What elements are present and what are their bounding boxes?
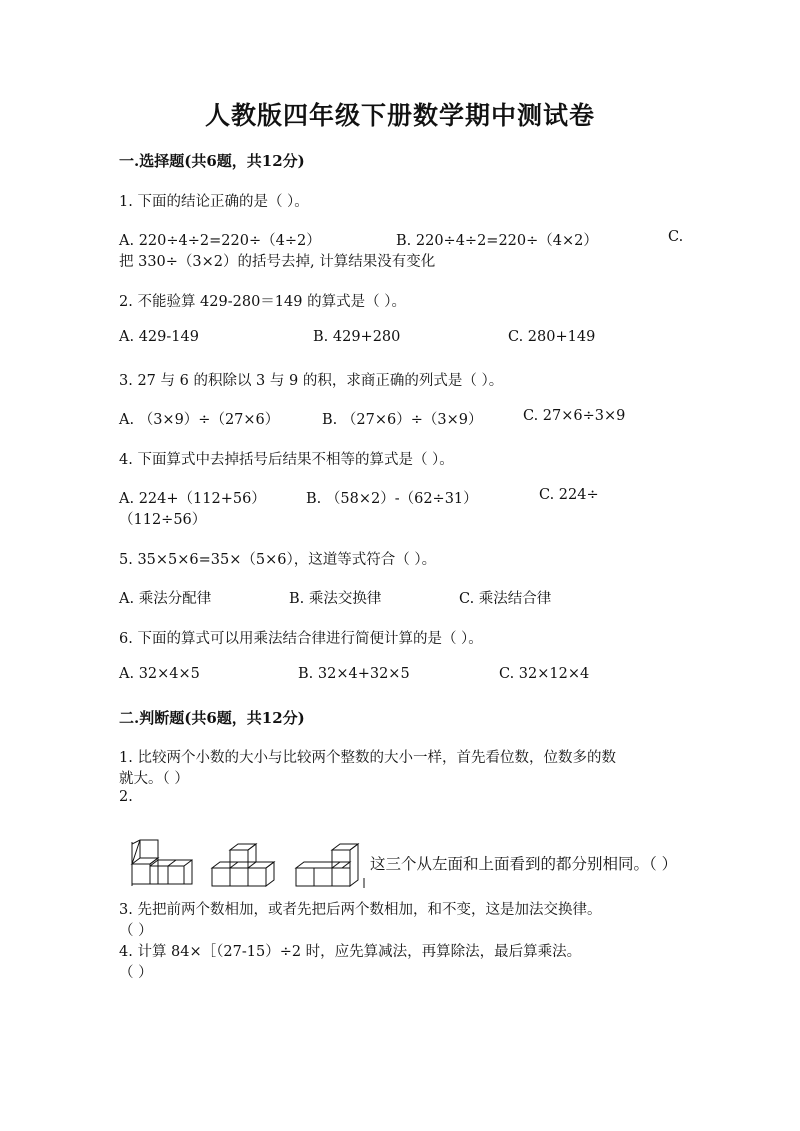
question-1-option-c: C.: [668, 229, 684, 245]
question-2-option-b: B. 429+280: [313, 329, 401, 345]
question-1-stem: 1. 下面的结论正确的是（ ）。: [119, 194, 309, 210]
cube-views-figure: [128, 838, 368, 890]
question-5-option-c: C. 乘法结合律: [459, 591, 552, 607]
cube-figure-2: [212, 844, 274, 886]
question-3-option-b: B. （27×6）÷（3×9）: [322, 412, 483, 428]
question-2-option-c: C. 280+149: [508, 329, 596, 345]
question-1-option-b: B. 220÷4÷2=220÷（4×2）: [396, 233, 598, 249]
question-6-option-b: B. 32×4+32×5: [298, 666, 410, 682]
question-5-option-b: B. 乘法交换律: [289, 591, 382, 607]
judge-1-line2: 就大。（ ）: [119, 771, 189, 787]
judge-3-line1: 3. 先把前两个数相加，或者先把后两个数相加，和不变，这是加法交换律。: [119, 902, 602, 918]
question-5-option-a: A. 乘法分配律: [119, 591, 212, 607]
question-2-option-a: A. 429-149: [119, 329, 199, 345]
question-2-stem: 2. 不能验算 429-280＝149 的算式是（ ）。: [119, 294, 406, 310]
judge-2-text: 这三个从左面和上面看到的都分别相同。（ ）: [370, 855, 678, 873]
judge-4-line2: （ ）: [119, 965, 153, 981]
page-title: 人教版四年级下册数学期中测试卷: [204, 101, 595, 130]
question-4-option-c: C. 224÷: [539, 487, 599, 503]
question-3-option-c: C. 27×6÷3×9: [523, 408, 626, 424]
question-6-stem: 6. 下面的算式可以用乘法结合律进行简便计算的是（ ）。: [119, 631, 483, 647]
judge-4-line1: 4. 计算 84×［（27-15）÷2 时，应先算减法，再算除法，最后算乘法。: [119, 944, 582, 960]
question-4-option-b: B. （58×2）-（62÷31）: [306, 491, 478, 507]
question-4-option-c-text: （112÷56）: [119, 512, 207, 528]
section-heading-judge: 二.判断题(共6题，共12分): [119, 709, 305, 727]
judge-2-number: 2.: [119, 789, 133, 805]
question-3-stem: 3. 27 与 6 的积除以 3 与 9 的积，求商正确的列式是（ ）。: [119, 373, 504, 389]
question-5-stem: 5. 35×5×6=35×（5×6），这道等式符合（ ）。: [119, 552, 437, 568]
judge-3-line2: （ ）: [119, 923, 153, 939]
question-6-option-a: A. 32×4×5: [119, 666, 200, 682]
question-6-option-c: C. 32×12×4: [499, 666, 590, 682]
question-1-option-a: A. 220÷4÷2=220÷（4÷2）: [119, 233, 321, 249]
question-4-stem: 4. 下面算式中去掉括号后结果不相等的算式是（ ）。: [119, 452, 454, 468]
question-3-option-a: A. （3×9）÷（27×6）: [119, 412, 280, 428]
judge-1-line1: 1. 比较两个小数的大小与比较两个整数的大小一样，首先看位数，位数多的数: [119, 750, 616, 766]
cube-figure-3: [296, 844, 364, 888]
cube-figure-1: [132, 840, 192, 886]
section-heading-choice: 一.选择题(共6题，共12分): [119, 152, 305, 170]
question-1-option-c-text: 把 330÷（3×2）的括号去掉, 计算结果没有变化: [119, 254, 436, 270]
question-4-option-a: A. 224+（112+56）: [119, 491, 266, 507]
